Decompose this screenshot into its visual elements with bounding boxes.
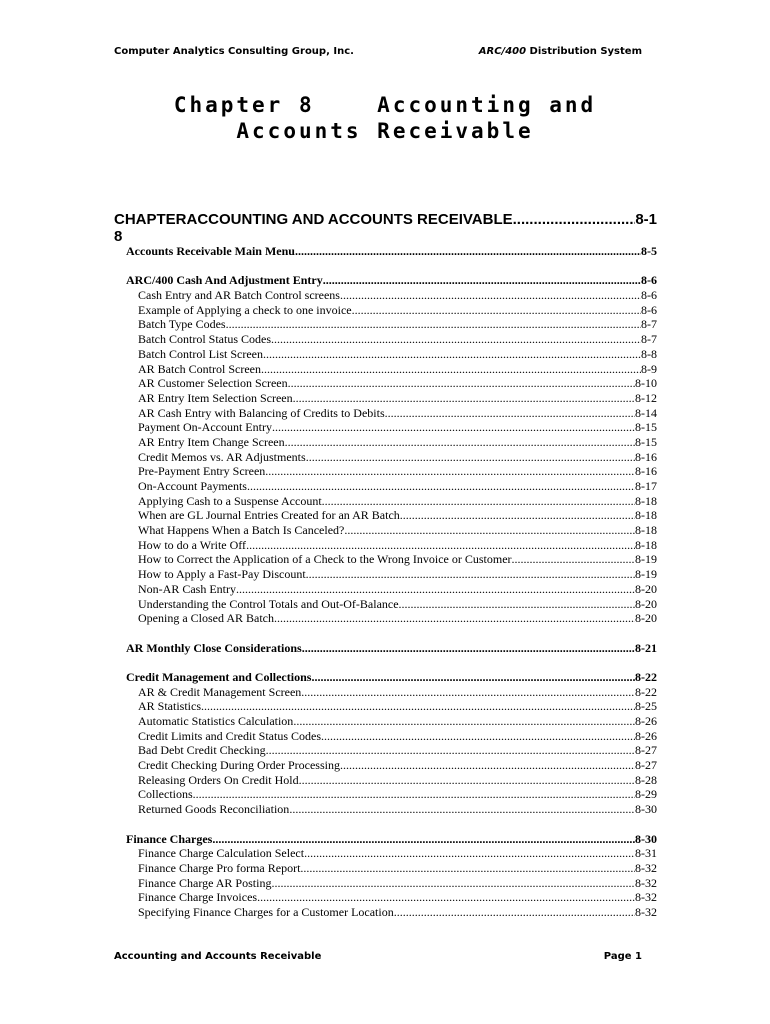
toc-subsection-entry[interactable]	[126, 846, 657, 861]
toc-entry-title: When are GL Journal Entries Created for an AR Batch	[138, 508, 400, 523]
toc-leader-dots	[311, 670, 635, 685]
toc-subsection-entry[interactable]	[126, 743, 657, 758]
toc-leader-dots	[399, 597, 635, 612]
toc-leader-dots	[299, 773, 635, 788]
toc-entry-title: Understanding the Control Totals and Out-Of-Balance	[138, 596, 399, 611]
toc-entry-title: Accounts Receivable Main Menu	[126, 244, 295, 258]
header-company: Computer Analytics Consulting Group, Inc.	[114, 46, 354, 57]
toc-entry-page: 8-18	[635, 508, 657, 523]
toc-entry-page: 8-15	[635, 434, 657, 449]
toc-leader-dots	[340, 288, 641, 303]
chapter-title-line-1: Chapter 8 Accounting and	[173, 93, 597, 117]
toc-leader-dots	[323, 273, 641, 288]
toc-subsection-entry[interactable]	[126, 787, 657, 802]
toc-entry-title: Finance Charge AR Posting	[138, 875, 272, 890]
toc-subsection-entry[interactable]	[126, 376, 657, 391]
toc-leader-dots	[385, 406, 635, 421]
toc-leader-dots	[394, 905, 635, 920]
toc-subsection-entry[interactable]	[126, 479, 657, 494]
toc-entry-page: 8-6	[641, 273, 657, 288]
toc-entry-page: 8-32	[635, 890, 657, 905]
toc-leader-dots	[512, 552, 635, 567]
toc-entry-title: Payment On-Account Entry	[138, 420, 272, 435]
toc-entry-page: 8-14	[635, 405, 657, 420]
toc-subsection-entry[interactable]	[126, 362, 657, 377]
toc-subsection-entry[interactable]	[126, 391, 657, 406]
toc-entry-title: Credit Limits and Credit Status Codes	[138, 728, 321, 743]
toc-subsection-entry[interactable]	[126, 773, 657, 788]
toc-entry-page: 8-30	[635, 831, 657, 846]
toc-entry-title: Finance Charges	[126, 831, 213, 846]
toc-spacer	[126, 259, 657, 274]
toc-entry-title: Releasing Orders On Credit Hold	[138, 772, 299, 787]
toc-leader-dots	[266, 743, 635, 758]
header-system-name: ARC/400	[478, 46, 527, 57]
toc-subsection-entry[interactable]	[126, 347, 657, 362]
toc-leader-dots	[201, 699, 635, 714]
toc-entry-page: 8-5	[641, 244, 657, 258]
toc-entry-page: 8-26	[635, 714, 657, 728]
toc-entry-page: 8-30	[635, 802, 657, 817]
toc-subsection-entry[interactable]	[126, 729, 657, 744]
toc-chapter-page: 8-1	[635, 211, 657, 228]
toc-leader-dots	[271, 876, 635, 891]
toc-leader-dots	[300, 861, 635, 876]
toc-entry-title: What Happens When a Batch Is Canceled?	[138, 523, 345, 538]
toc-entry-page: 8-7	[641, 317, 657, 332]
toc-leader-dots	[265, 464, 635, 479]
toc-leader-dots	[271, 332, 641, 347]
toc-entry-title: How to Apply a Fast-Pay Discount	[138, 567, 306, 582]
toc-entry-page: 8-8	[641, 346, 657, 361]
toc-entry-page: 8-18	[635, 537, 657, 552]
toc-leader-dots	[304, 846, 635, 861]
toc-subsection-entry[interactable]	[126, 876, 657, 891]
toc-leader-dots	[274, 611, 635, 626]
toc-leader-dots	[247, 479, 635, 494]
toc-entry-title: AR Monthly Close Considerations	[126, 640, 302, 655]
toc-leader-dots	[295, 244, 641, 259]
toc-subsection-entry[interactable]	[126, 699, 657, 714]
toc-subsection-entry[interactable]	[126, 332, 657, 347]
toc-spacer	[126, 655, 657, 670]
toc-subsection-entry[interactable]	[126, 435, 657, 450]
toc-entry-page: 8-32	[635, 875, 657, 890]
toc-chapter-entry[interactable]	[114, 211, 657, 245]
toc-section-entry[interactable]	[126, 641, 657, 656]
toc-subsection-entry[interactable]	[126, 758, 657, 773]
toc-leader-dots	[301, 685, 635, 700]
toc-subsection-entry[interactable]	[126, 288, 657, 303]
toc-entry-page: 8-32	[635, 860, 657, 875]
toc-subsection-entry[interactable]	[126, 420, 657, 435]
toc-entry-title: Example of Applying a check to one invoice	[138, 302, 352, 317]
toc-subsection-entry[interactable]	[126, 611, 657, 626]
toc-entry-page: 8-10	[635, 376, 657, 391]
toc-subsection-entry[interactable]	[126, 523, 657, 538]
toc-chapter-title: ACCOUNTING AND ACCOUNTS RECEIVABLE	[186, 211, 513, 228]
toc-subsection-entry[interactable]	[126, 714, 657, 729]
toc-entry-page: 8-21	[635, 640, 657, 655]
toc-entry-page: 8-22	[635, 684, 657, 699]
toc-entry-title: AR Entry Item Selection Screen	[138, 390, 293, 405]
toc-subsection-entry[interactable]	[126, 582, 657, 597]
chapter-title-line-2: Accounts Receivable	[236, 119, 534, 143]
toc-entry-title: AR & Credit Management Screen	[138, 684, 302, 699]
toc-leader-dots	[306, 567, 635, 582]
toc-leader-dots	[212, 832, 635, 847]
toc-entry-title: Batch Control List Screen	[138, 346, 263, 361]
toc-entry-title: Finance Charge Invoices	[138, 890, 258, 905]
toc-entry-title: AR Cash Entry with Balancing of Credits to Debits	[138, 405, 385, 420]
toc-leader-dots	[263, 347, 641, 362]
toc-leader-dots	[340, 758, 635, 773]
toc-leader-dots	[257, 890, 635, 905]
chapter-title	[0, 92, 770, 144]
toc-entry-title: Credit Management and Collections	[126, 669, 312, 684]
footer-section-title: Accounting and Accounts Receivable	[114, 951, 322, 962]
toc-entry-page: 8-27	[635, 743, 657, 758]
toc-entry-page: 8-6	[641, 302, 657, 317]
toc-entry-page: 8-16	[635, 449, 657, 464]
toc-entry-title: ARC/400 Cash And Adjustment Entry	[126, 273, 323, 288]
toc-subsection-entry[interactable]	[126, 538, 657, 553]
toc-entry-page: 8-6	[641, 288, 657, 303]
toc-entry-page: 8-15	[635, 420, 657, 435]
toc-entry-page: 8-20	[635, 611, 657, 626]
toc-section-entry[interactable]	[126, 273, 657, 288]
toc-entry-page: 8-18	[635, 493, 657, 508]
header-system-suffix: Distribution System	[526, 46, 642, 57]
toc-subsection-entry[interactable]	[126, 303, 657, 318]
toc-entry-title: Returned Goods Reconciliation	[138, 802, 290, 817]
toc-subsection-entry[interactable]	[126, 464, 657, 479]
toc-leader-dots	[272, 420, 635, 435]
toc-entry-page: 8-26	[635, 728, 657, 743]
toc-leader-dots	[293, 714, 635, 729]
toc-subsection-entry[interactable]	[126, 890, 657, 905]
toc-entry-page: 8-16	[635, 464, 657, 479]
toc-entry-title: Finance Charge Pro forma Report	[138, 860, 301, 875]
toc-spacer	[126, 626, 657, 641]
toc-leader-dots	[246, 538, 635, 553]
toc-entry-page: 8-12	[635, 390, 657, 405]
toc-entry-page: 8-19	[635, 567, 657, 582]
header-system	[479, 46, 642, 57]
toc-entry-page: 8-22	[635, 669, 657, 684]
toc-entry-title: AR Batch Control Screen	[138, 361, 261, 376]
toc-entry-title: AR Customer Selection Screen	[138, 376, 288, 391]
toc-subsection-entry[interactable]	[126, 508, 657, 523]
toc-chapter-number: CHAPTER 8	[114, 211, 187, 245]
toc-section-entry[interactable]	[126, 244, 657, 259]
toc-entry-title: Automatic Statistics Calculation	[138, 714, 294, 728]
toc-entry-page: 8-31	[635, 846, 657, 861]
toc-entry-title: Credit Checking During Order Processing	[138, 758, 340, 773]
toc-entry-title: AR Statistics	[138, 699, 202, 714]
toc-subsection-entry[interactable]	[126, 802, 657, 817]
toc-leader-dots	[285, 435, 635, 450]
toc-entry-page: 8-32	[635, 904, 657, 919]
toc-entry-page: 8-17	[635, 479, 657, 493]
toc-subsection-entry[interactable]	[126, 406, 657, 421]
toc-entry-title: Cash Entry and AR Batch Control screens	[138, 288, 340, 303]
toc-chapter-line	[187, 211, 657, 245]
toc-entry-title: Collections	[138, 787, 193, 802]
toc-spacer	[126, 817, 657, 832]
toc-entry-page: 8-7	[641, 332, 657, 347]
table-of-contents	[126, 244, 657, 920]
toc-leader-dots	[261, 362, 641, 377]
toc-subsection-entry[interactable]	[126, 317, 657, 332]
toc-leader-dots	[236, 582, 635, 597]
toc-entry-title: Non-AR Cash Entry	[138, 581, 236, 596]
toc-entry-title: Finance Charge Calculation Select	[138, 846, 305, 861]
toc-entry-page: 8-9	[641, 361, 657, 376]
toc-entry-page: 8-27	[635, 758, 657, 773]
toc-leader-dots	[293, 391, 635, 406]
toc-entry-title: Specifying Finance Charges for a Customer Location	[138, 904, 394, 919]
toc-entry-title: Batch Type Codes	[138, 317, 226, 332]
toc-leader-dots	[288, 376, 635, 391]
toc-entry-page: 8-28	[635, 772, 657, 787]
toc-entry-title: Opening a Closed AR Batch	[138, 611, 274, 626]
toc-entry-title: Bad Debt Credit Checking	[138, 743, 266, 758]
toc-entry-title: Pre-Payment Entry Screen	[138, 464, 266, 479]
toc-subsection-entry[interactable]	[126, 861, 657, 876]
toc-entry-page: 8-25	[635, 699, 657, 714]
toc-subsection-entry[interactable]	[126, 567, 657, 582]
toc-leader-dots	[321, 729, 635, 744]
toc-leader-dots	[322, 494, 635, 509]
toc-subsection-entry[interactable]	[126, 552, 657, 567]
toc-subsection-entry[interactable]	[126, 450, 657, 465]
toc-entry-page: 8-29	[635, 787, 657, 802]
toc-subsection-entry[interactable]	[126, 685, 657, 700]
toc-entry-title: Applying Cash to a Suspense Account	[138, 493, 322, 508]
toc-leader-dots	[344, 523, 635, 538]
toc-entry-title: Credit Memos vs. AR Adjustments	[138, 449, 306, 464]
toc-leader-dots	[289, 802, 635, 817]
toc-entry-title: How to Correct the Application of a Check to the Wrong Invoice or Customer	[138, 552, 512, 567]
toc-leader-dots	[226, 317, 641, 332]
footer-page-number: Page 1	[603, 951, 642, 962]
toc-leader-dots	[306, 450, 635, 465]
toc-entry-title: Batch Control Status Codes	[138, 332, 271, 347]
toc-entry-page: 8-19	[635, 552, 657, 567]
toc-entry-page: 8-20	[635, 581, 657, 596]
toc-leader-dots	[302, 641, 635, 656]
toc-leader-dots	[352, 303, 641, 318]
toc-entry-title: AR Entry Item Change Screen	[138, 434, 285, 449]
toc-subsection-entry[interactable]	[126, 597, 657, 612]
toc-leader-dots	[193, 787, 635, 802]
toc-leader-dots	[513, 211, 636, 228]
toc-entry-page: 8-18	[635, 523, 657, 538]
toc-subsection-entry[interactable]	[126, 494, 657, 509]
toc-section-entry[interactable]	[126, 832, 657, 847]
toc-section-entry[interactable]	[126, 670, 657, 685]
toc-entry-title: How to do a Write Off	[138, 537, 247, 552]
toc-entry-title: On-Account Payments	[138, 479, 247, 493]
toc-subsection-entry[interactable]	[126, 905, 657, 920]
toc-leader-dots	[400, 508, 635, 523]
toc-entry-page: 8-20	[635, 596, 657, 611]
